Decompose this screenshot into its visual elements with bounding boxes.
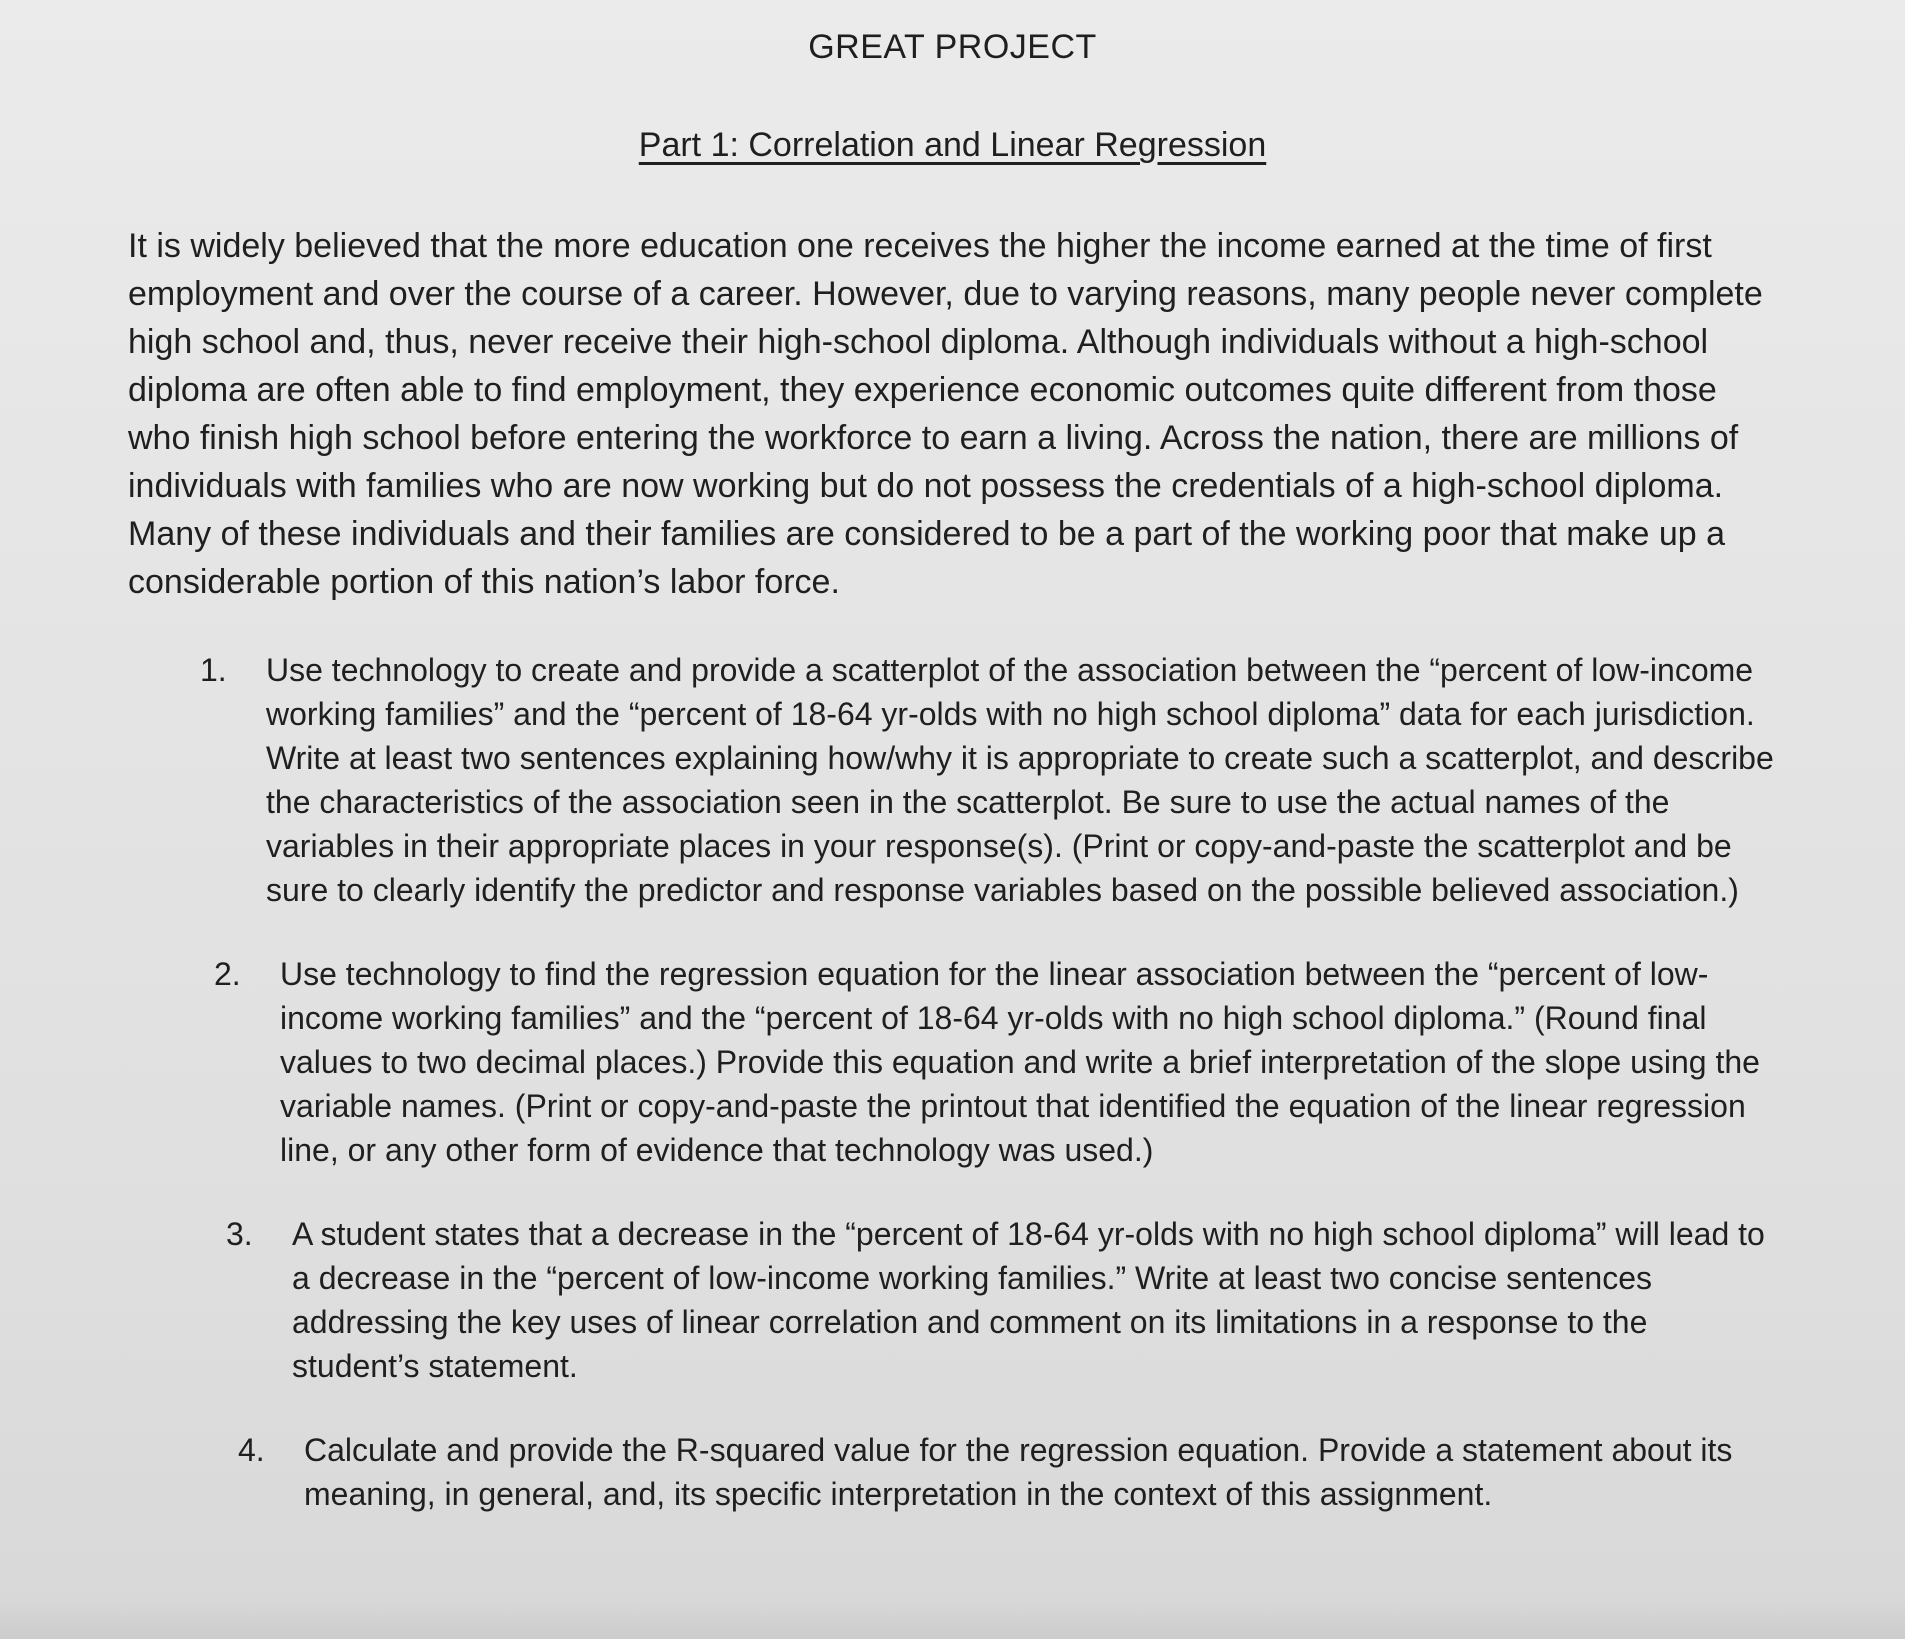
question-number: 2. (214, 956, 241, 992)
question-item-1 (200, 648, 1780, 912)
question-item-3 (226, 1212, 1780, 1388)
intro-paragraph: It is widely believed that the more education one receives the higher the income earned at the time of first employment and over the course of a career. However, due to varying reasons, many people never complete high school and, thus, never receive their high-school diploma. Although individuals without a high-school diploma are often able to find employment, they experience economic outcomes quite different from those who finish high school before entering the workforce to earn a living. Across the nation, there are millions of individuals with families who are now working but do not possess the credentials of a high-school diploma. Many of these individuals and their families are considered to be a part of the working poor that make up a considerable portion of this nation’s labor force. (128, 227, 1763, 601)
question-number: 4. (238, 1432, 265, 1468)
question-text: Use technology to find the regression equation for the linear association between the “percent of low-income working families” and the “percent of 18-64 yr-olds with no high school diploma.” (Round final values to two decimal places.) Provide this equation and write a brief interpretation of the slope using the variable names. (Print or copy-and-paste the printout that identified the equation of the linear regression line, or any other form of evidence that technology was used.) (280, 956, 1760, 1168)
question-text: Use technology to create and provide a scatterplot of the association between the “percent of low-income working families” and the “percent of 18-64 yr-olds with no high school diploma” data for each jurisdiction. Write at least two sentences explaining how/why it is appropriate to create such a scatterplot, and describe the characteristics of the association seen in the scatterplot. Be sure to use the actual names of the variables in their appropriate places in your response(s). (Print or copy-and-paste the scatterplot and be sure to clearly identify the predictor and response variables based on the possible believed association.) (266, 652, 1774, 908)
question-text: Calculate and provide the R-squared value for the regression equation. Provide a statement about its meaning, in general, and, its specific interpretation in the context of this assignment. (304, 1432, 1733, 1512)
question-item-2 (214, 952, 1780, 1172)
question-list (200, 648, 1780, 1556)
question-number: 1. (200, 652, 227, 688)
question-item-4 (238, 1428, 1780, 1516)
question-number: 3. (226, 1216, 253, 1252)
document-subtitle (0, 126, 1905, 165)
subtitle-text: Part 1: Correlation and Linear Regression (638, 126, 1267, 164)
question-text: A student states that a decrease in the “percent of 18-64 yr-olds with no high school diploma” will lead to a decrease in the “percent of low-income working families.” Write at least two concise sentences addressing the key uses of linear correlation and comment on its limitations in a response to the student’s statement. (292, 1216, 1765, 1384)
document-title: GREAT PROJECT (808, 28, 1097, 66)
bottom-shadow (0, 1599, 1905, 1639)
